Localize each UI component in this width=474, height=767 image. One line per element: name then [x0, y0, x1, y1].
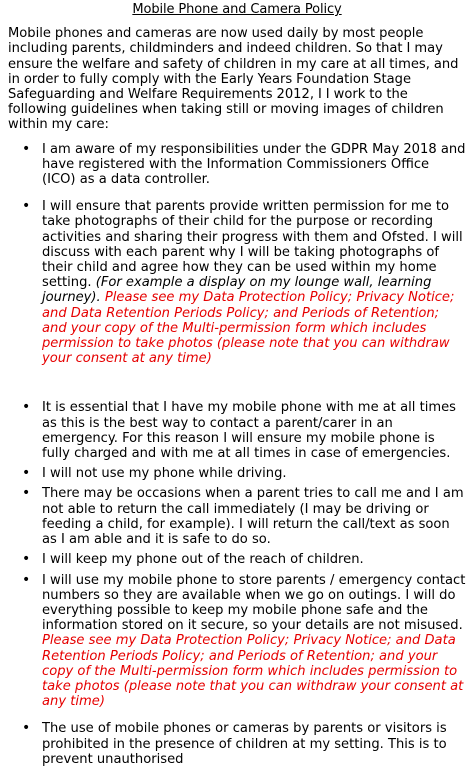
bullet-icon: • — [22, 720, 31, 737]
list-item — [8, 199, 466, 366]
list-item — [8, 552, 466, 567]
bullet-icon: • — [22, 399, 31, 416]
list-item — [8, 466, 466, 481]
bullet-text: I will keep my phone out of the reach of children. — [42, 552, 364, 568]
bullet-text: I will use my mobile phone to store parents / emergency contact numbers so they are available when we go on outings. I will do everything possible to keep my mobile phone safe and the information stored on it secure, so your details are not misused. — [42, 572, 466, 634]
page-title: Mobile Phone and Camera Policy — [132, 2, 342, 17]
bullet-text: I am aware of my responsibilities under the GDPR May 2018 and have registered with the Information Commissioners Office (ICO) as a data controller. — [42, 141, 466, 188]
bullet-icon: • — [22, 485, 31, 502]
bullet-icon: • — [22, 571, 31, 588]
bullet-icon: • — [22, 198, 31, 215]
bullet-text: There may be occasions when a parent tries to call me and I am not able to return the call immediately (I may be driving or feeding a child, for example). I will return the call/text as soon as I am able and it is safe to do so. — [42, 486, 464, 548]
list-item — [8, 486, 466, 547]
list-item — [8, 573, 466, 710]
bullet-icon: • — [22, 140, 31, 157]
list-item — [8, 142, 466, 188]
bullet-icon: • — [22, 465, 31, 482]
bullet-example-text: (For example a display on my lounge wall, learning journey). — [42, 275, 432, 306]
bullet-text: It is essential that I have my mobile phone with me at all times as this is the best way to contact a parent/carer in an emergency. For this reason I will ensure my mobile phone is fully charged and with me at all times in case of emergencies. — [42, 400, 456, 462]
bullet-icon: • — [22, 551, 31, 568]
policy-reference-note: Please see my Data Protection Policy; Privacy Notice; and Data Retention Periods Policy; and Periods of Retention; and your copy of the Multi-permission form which includes permission to take photos (please note that you can withdraw your consent at any time) — [42, 290, 455, 367]
list-item — [8, 400, 466, 461]
list-item — [8, 721, 466, 767]
intro-paragraph: Mobile phones and cameras are now used daily by most people including parents, childminders and indeed children. So that I may ensure the welfare and safety of children in my care at all times, and in order to fully comply with the Early Years Foundation Stage Safeguarding and Welfare Requirements 2012, I I work to the following guidelines when taking still or moving images of children within my care: — [8, 26, 459, 133]
policy-reference-note: Please see my Data Protection Policy; Privacy Notice; and Data Retention Periods Policy; and Periods of Retention; and your copy of the Multi-permission form which includes permission to take photos (please note that you can withdraw your consent at any time) — [42, 633, 464, 710]
policy-list — [8, 142, 466, 767]
bullet-text: The use of mobile phones or cameras by parents or visitors is prohibited in the presence of children at my setting. This is to prevent unauthorised — [42, 721, 447, 767]
bullet-text: I will ensure that parents provide written permission for me to take photographs of their child for the purpose or recording activities and sharing their progress with them and Ofsted. I will discuss with each parent why I will be taking photographs of their child and agree how they can be used within my home setting. — [42, 199, 463, 291]
bullet-text: I will not use my phone while driving. — [42, 466, 287, 482]
